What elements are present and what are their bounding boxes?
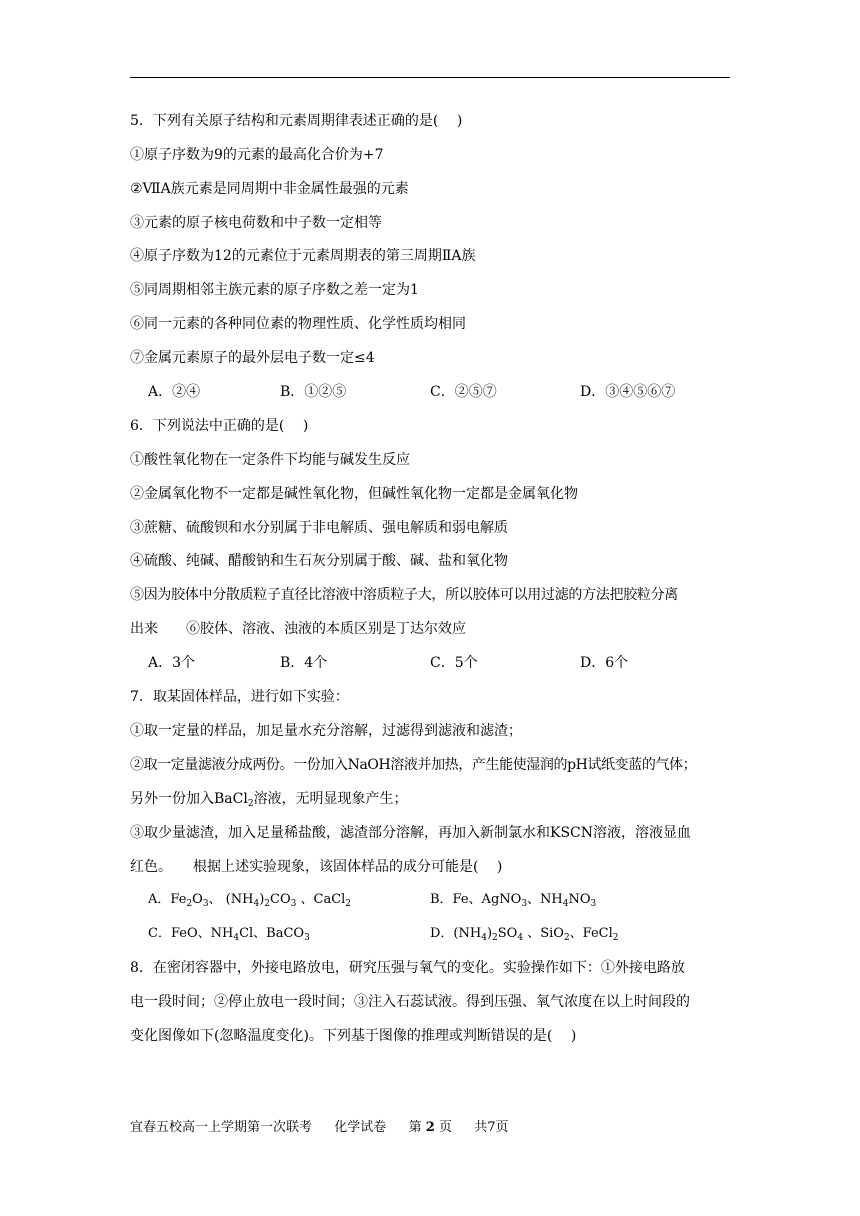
q6-option-a: A．3个	[148, 655, 196, 671]
q5-stem: 5．下列有关原子结构和元素周期律表述正确的是( )	[130, 113, 463, 129]
header-rule	[130, 77, 730, 78]
footer-total-suffix: 页	[495, 1120, 509, 1135]
q6-item-5: ⑤因为胶体中分散质粒子直径比溶液中溶质粒子大，所以胶体可以用过滤的方法把胶粒分离	[130, 587, 678, 603]
q5-item-3: ③元素的原子核电荷数和中子数一定相等	[130, 215, 382, 231]
footer-page-prefix: 第	[408, 1120, 422, 1135]
q7-item-2: ②取一定量滤液分成两份。一份加入NaOH溶液并加热，产生能使湿润的pH试纸变蓝的气体；	[130, 757, 697, 773]
q5-item-4: ④原子序数为12的元素位于元素周期表的第三周期ⅡA族	[130, 248, 476, 264]
q7-option-d: D．$(NH_4)_2SO_4$ 、SiO$_2$、FeCl$_2$	[430, 926, 619, 943]
q6-option-d: D．6个	[580, 655, 629, 671]
q5-option-c: C．②⑤⑦	[430, 384, 497, 400]
q5-item-7: ⑦金属元素原子的最外层电子数一定≤4	[130, 350, 375, 366]
q6-item-4: ④硫酸、纯碱、醋酸钠和生石灰分别属于酸、碱、盐和氧化物	[130, 553, 508, 569]
q7-stem: 7．取某固体样品，进行如下实验：	[130, 689, 349, 705]
q5-item-6: ⑥同一元素的各种同位素的物理性质、化学性质均相同	[130, 316, 466, 332]
footer-page-suffix: 页	[438, 1120, 452, 1135]
q6-option-b: B．4个	[280, 655, 328, 671]
q6-item-2: ②金属氧化物不一定都是碱性氧化物，但碱性氧化物一定都是金属氧化物	[130, 486, 578, 502]
footer-total-number: 7	[487, 1120, 496, 1135]
q7-item-3: ③取少量滤渣，加入足量稀盐酸，滤渣部分溶解，再加入新制氯水和KSCN溶液，溶液显血	[130, 825, 692, 841]
q7-item-2-cont: 另外一份加入BaCl$_2$溶液，无明显现象产生；	[130, 791, 408, 809]
q6-item-6: 出来 ⑥胶体、溶液、浊液的本质区别是丁达尔效应	[130, 621, 466, 637]
q7-item-3-cont: 红色。 根据上述实验现象，该固体样品的成分可能是( )	[130, 859, 503, 875]
q5-option-d: D．③④⑤⑥⑦	[580, 384, 676, 400]
q6-item-1: ①酸性氧化物在一定条件下均能与碱发生反应	[130, 452, 410, 468]
q5-option-a: A．②④	[148, 384, 201, 400]
q6-stem: 6．下列说法中正确的是( )	[130, 418, 309, 434]
q6-option-c: C．5个	[430, 655, 478, 671]
q8-line-1: 8．在密闭容器中，外接电路放电，研究压强与氧气的变化。实验操作如下：①外接电路放	[130, 960, 685, 976]
q7-item-1: ①取一定量的样品，加足量水充分溶解，过滤得到滤液和滤渣；	[130, 723, 522, 739]
footer-subject: 化学试卷	[334, 1120, 387, 1135]
q7-option-a: A．$Fe_2O_3$、 $(NH_4)_2CO_3$ 、CaCl$_2$	[148, 892, 352, 909]
q5-item-1: ①原子序数为9的元素的最高化合价为+7	[130, 147, 384, 163]
footer-school: 宜春五校高一上学期第一次联考	[130, 1120, 313, 1135]
q7-option-c: C．FeO、$NH_4Cl$、BaCO$_3$	[148, 926, 310, 943]
q5-option-b: B．①②⑤	[280, 384, 347, 400]
q7-option-b: B．Fe、AgNO$_3$、$NH_4NO_3$	[430, 892, 597, 909]
q5-item-2: ②ⅦA族元素是同周期中非金属性最强的元素	[130, 181, 409, 197]
q6-item-3: ③蔗糖、硫酸钡和水分别属于非电解质、强电解质和弱电解质	[130, 520, 508, 536]
q8-line-2: 电一段时间；②停止放电一段时间；③注入石蕊试液。得到压强、氧气浓度在以上时间段的	[130, 994, 690, 1010]
footer-total-prefix: 共	[474, 1120, 488, 1135]
footer-page-number: 2	[425, 1120, 435, 1135]
q8-line-3: 变化图像如下(忽略温度变化)。下列基于图像的推理或判断错误的是( )	[130, 1028, 577, 1044]
page-footer	[130, 1116, 509, 1135]
q5-item-5: ⑤同周期相邻主族元素的原子序数之差一定为1	[130, 282, 419, 298]
